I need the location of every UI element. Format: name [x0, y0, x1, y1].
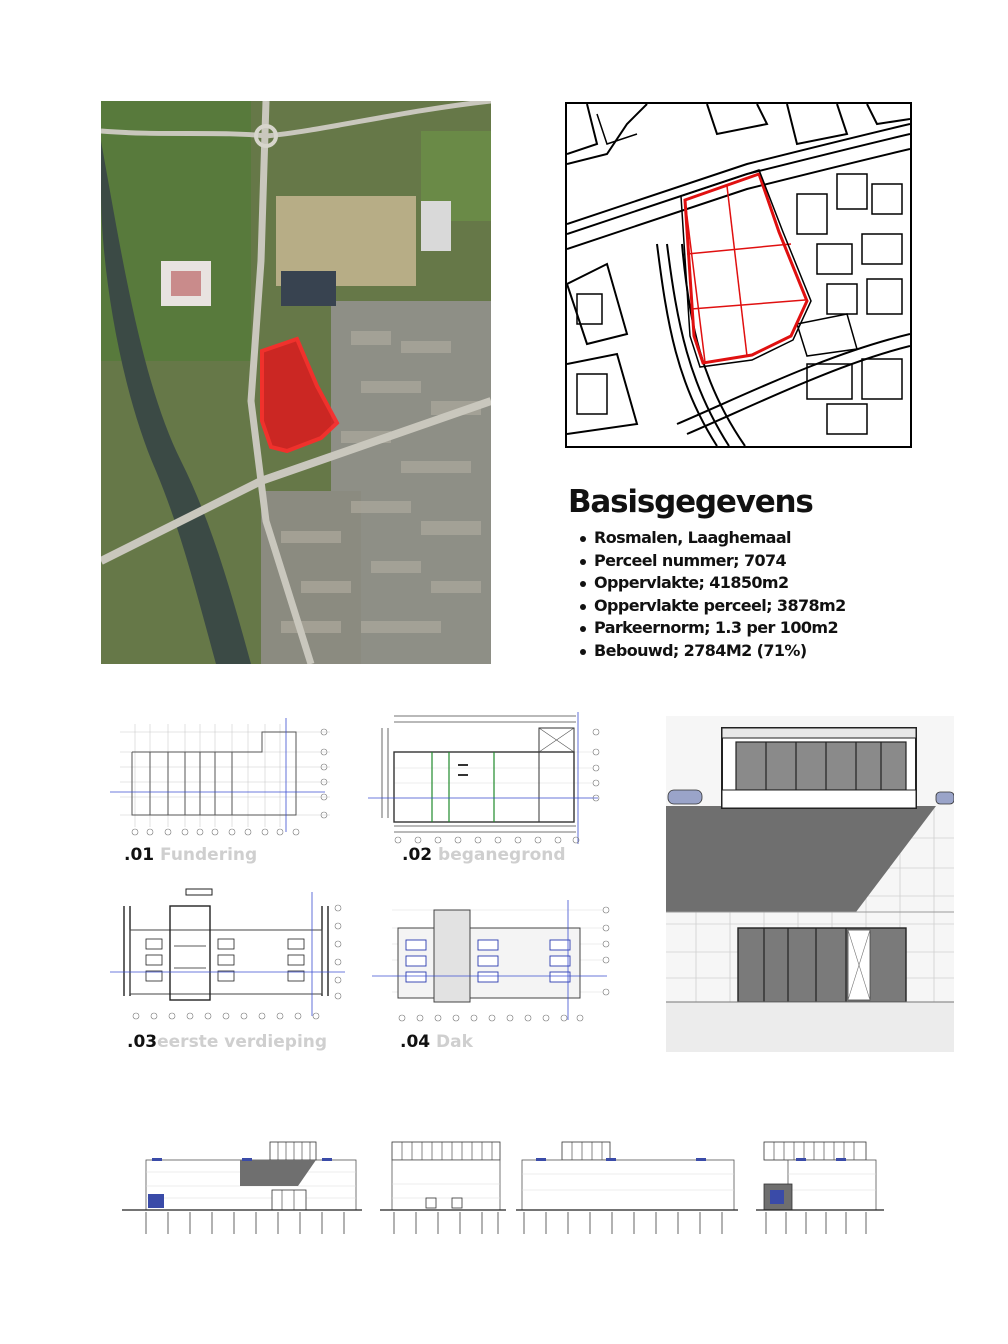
facade-render	[666, 716, 954, 1052]
aerial-photo	[101, 101, 491, 664]
list-item: Perceel nummer; 7074	[578, 550, 846, 573]
plan-dak	[372, 896, 612, 1026]
plan-beganegrond	[358, 708, 606, 848]
list-item: Oppervlakte; 41850m2	[578, 572, 846, 595]
caption-eerste-verdieping: .03eerste verdieping	[127, 1032, 328, 1052]
list-item: Rosmalen, Laaghemaal	[578, 527, 846, 550]
elevation-1	[122, 1134, 362, 1238]
elevation-3	[516, 1134, 738, 1238]
cadastral-map	[565, 102, 912, 448]
basisgegevens-heading: Basisgegevens	[568, 484, 813, 520]
caption-beganegrond: .02 beganegrond	[402, 845, 566, 865]
basisgegevens-list	[578, 527, 846, 663]
elevation-2	[380, 1134, 506, 1238]
list-item: Parkeernorm; 1.3 per 100m2	[578, 617, 846, 640]
list-item: Oppervlakte perceel; 3878m2	[578, 595, 846, 618]
caption-dak: .04 Dak	[400, 1032, 473, 1052]
elevation-4	[756, 1134, 884, 1238]
list-item: Bebouwd; 2784M2 (71%)	[578, 640, 846, 663]
caption-fundering: .01 Fundering	[124, 845, 258, 865]
plan-fundering	[100, 712, 340, 842]
plan-eerste-verdieping	[100, 886, 350, 1026]
